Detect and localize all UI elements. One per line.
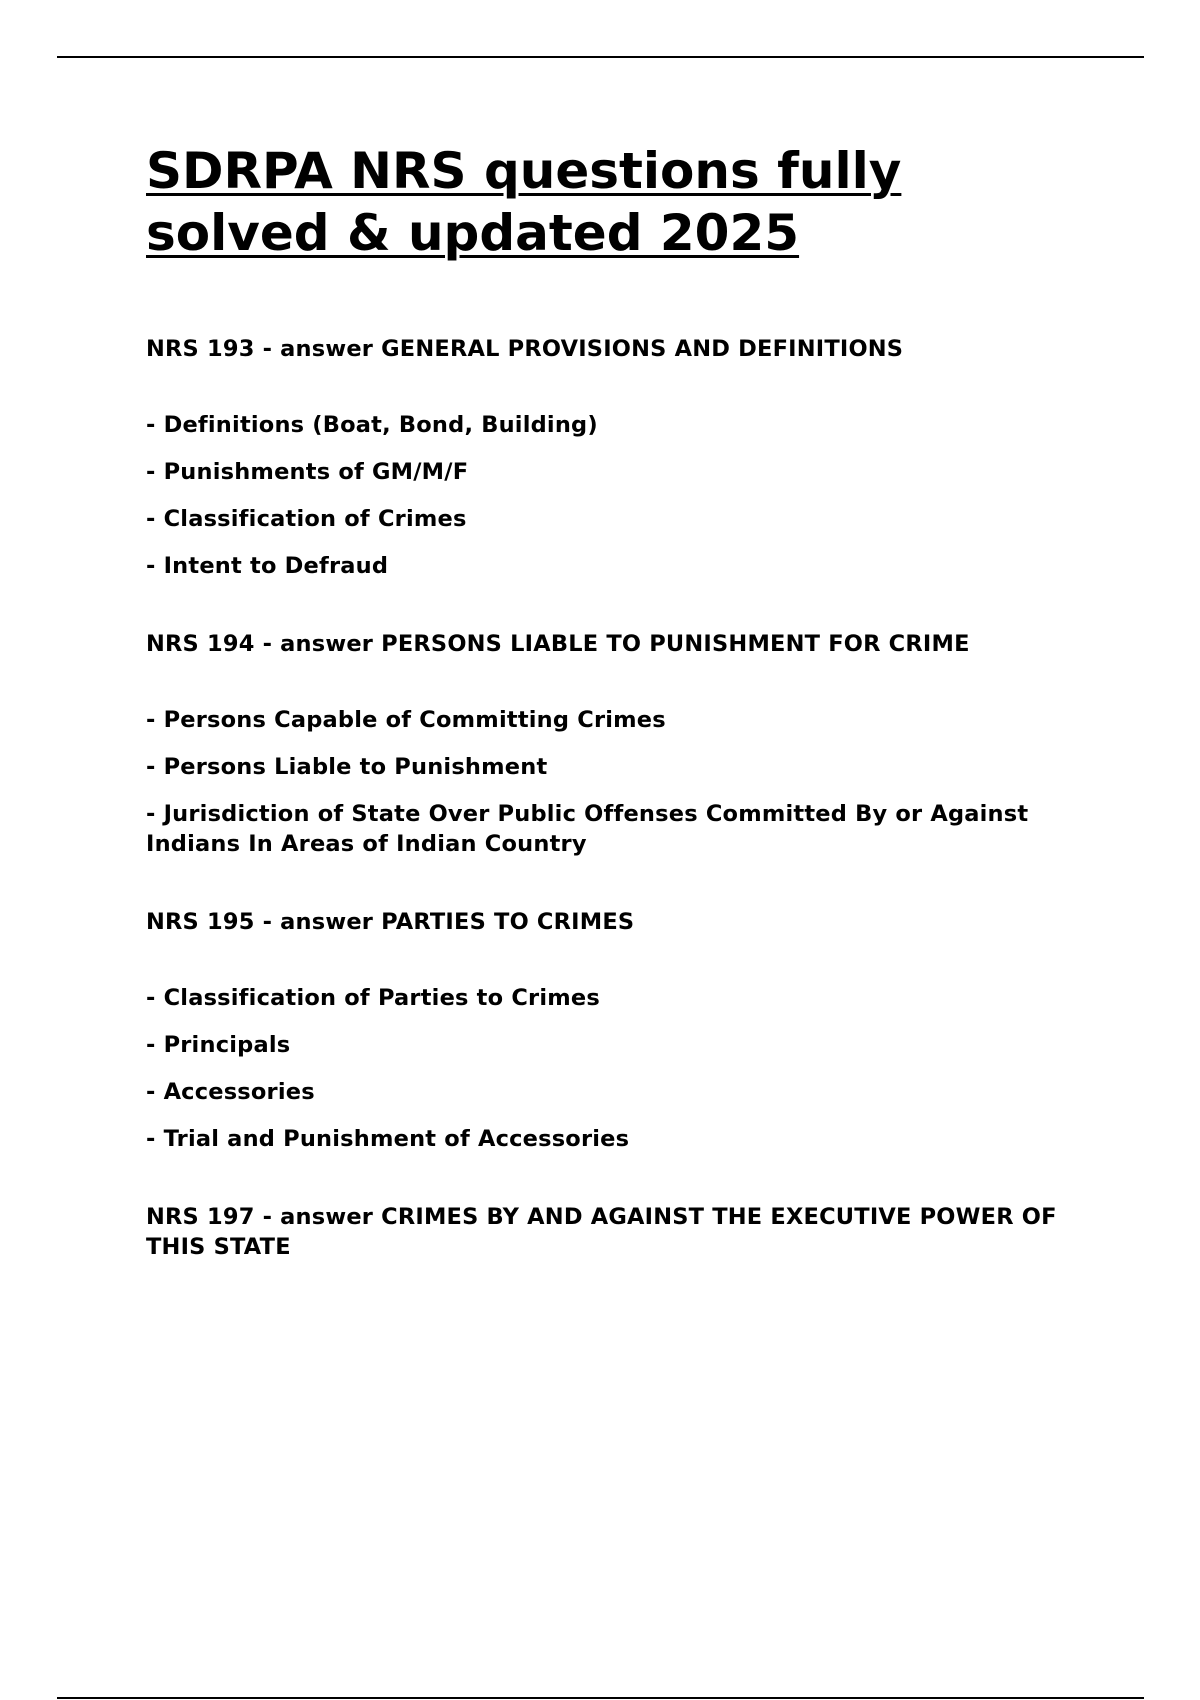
list-item: - Punishments of GM/M/F (146, 459, 469, 485)
list-item: - Jurisdiction of State Over Public Offenses Committed By or Against Indians In Areas of Indian Country (146, 801, 1029, 857)
sections-container (146, 334, 1096, 1262)
document-title-line-1: SDRPA NRS questions fully (146, 142, 902, 200)
section-nrs-197 (146, 1202, 1096, 1262)
top-divider (57, 56, 1144, 58)
document-title (146, 140, 1096, 264)
document-title-line-2: solved & updated 2025 (146, 204, 800, 262)
list-item: - Persons Capable of Committing Crimes (146, 707, 666, 733)
bottom-divider (57, 1697, 1144, 1699)
section-items (146, 705, 1096, 859)
document-page (146, 140, 1096, 1310)
list-item: - Classification of Crimes (146, 506, 467, 532)
list-item: - Intent to Defraud (146, 553, 389, 579)
section-nrs-195 (146, 907, 1096, 1154)
list-item: - Trial and Punishment of Accessories (146, 1126, 630, 1152)
section-heading: NRS 194 - answer PERSONS LIABLE TO PUNISHMENT FOR CRIME (146, 631, 970, 657)
section-heading: NRS 195 - answer PARTIES TO CRIMES (146, 909, 635, 935)
section-nrs-193 (146, 334, 1096, 581)
section-items (146, 983, 1096, 1154)
section-items (146, 410, 1096, 581)
section-heading: NRS 197 - answer CRIMES BY AND AGAINST THE EXECUTIVE POWER OF THIS STATE (146, 1204, 1057, 1260)
list-item: - Definitions (Boat, Bond, Building) (146, 412, 598, 438)
list-item: - Principals (146, 1032, 291, 1058)
list-item: - Persons Liable to Punishment (146, 754, 548, 780)
list-item: - Accessories (146, 1079, 315, 1105)
section-nrs-194 (146, 629, 1096, 859)
list-item: - Classification of Parties to Crimes (146, 985, 600, 1011)
section-heading: NRS 193 - answer GENERAL PROVISIONS AND DEFINITIONS (146, 336, 904, 362)
